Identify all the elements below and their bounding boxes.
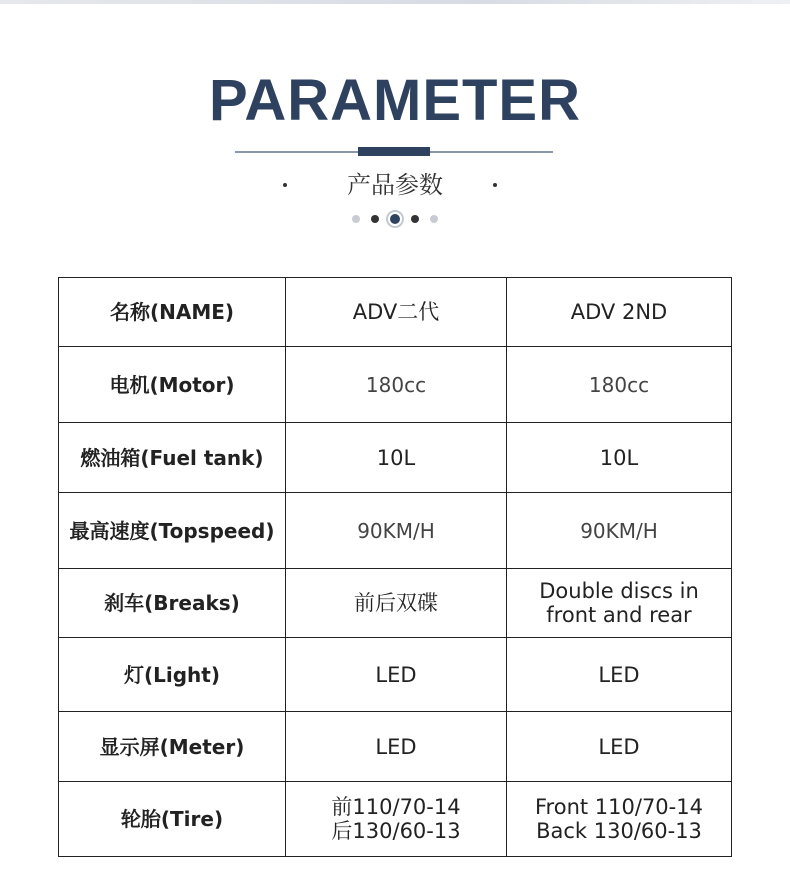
model-2-value: ADV 2ND <box>507 278 732 347</box>
row-label: 名称(NAME) <box>59 278 286 347</box>
row-label: 轮胎(Tire) <box>59 782 286 857</box>
table-row <box>59 638 732 712</box>
model-2-value: LED <box>507 712 732 782</box>
page-title: PARAMETER <box>208 68 582 133</box>
row-label: 刹车(Breaks) <box>59 569 286 638</box>
carousel-dot-3-active <box>390 214 400 224</box>
model-1-value: 180cc <box>286 347 507 423</box>
table-row <box>59 278 732 347</box>
model-1-value: 前110/70-14 后130/60-13 <box>286 782 507 857</box>
title-divider-accent <box>358 147 430 156</box>
model-1-value: ADV二代 <box>286 278 507 347</box>
row-label: 灯(Light) <box>59 638 286 712</box>
row-label: 电机(Motor) <box>59 347 286 423</box>
model-2-value: Double discs in front and rear <box>507 569 732 638</box>
table-row <box>59 423 732 493</box>
model-2-value: 180cc <box>507 347 732 423</box>
carousel-dot-1 <box>352 215 360 223</box>
model-1-value: 前后双碟 <box>286 569 507 638</box>
carousel-dot-5 <box>430 215 438 223</box>
model-2-value: 90KM/H <box>507 493 732 569</box>
model-2-value: 10L <box>507 423 732 493</box>
row-label: 最高速度(Topspeed) <box>59 493 286 569</box>
top-decorative-strip <box>0 0 790 4</box>
table-row <box>59 712 732 782</box>
row-label: 燃油箱(Fuel tank) <box>59 423 286 493</box>
table-row <box>59 347 732 423</box>
subtitle-right-bullet <box>493 183 497 187</box>
carousel-dot-2 <box>371 215 379 223</box>
carousel-indicator <box>0 214 790 224</box>
model-1-value: LED <box>286 712 507 782</box>
carousel-dot-4 <box>411 215 419 223</box>
model-1-value: 90KM/H <box>286 493 507 569</box>
model-1-value: LED <box>286 638 507 712</box>
model-2-value: LED <box>507 638 732 712</box>
model-2-value: Front 110/70-14 Back 130/60-13 <box>507 782 732 857</box>
parameter-table <box>58 277 732 857</box>
table-row <box>59 493 732 569</box>
model-1-value: 10L <box>286 423 507 493</box>
row-label: 显示屏(Meter) <box>59 712 286 782</box>
table-row <box>59 569 732 638</box>
page-subtitle: 产品参数 <box>347 171 443 199</box>
table-row <box>59 782 732 857</box>
